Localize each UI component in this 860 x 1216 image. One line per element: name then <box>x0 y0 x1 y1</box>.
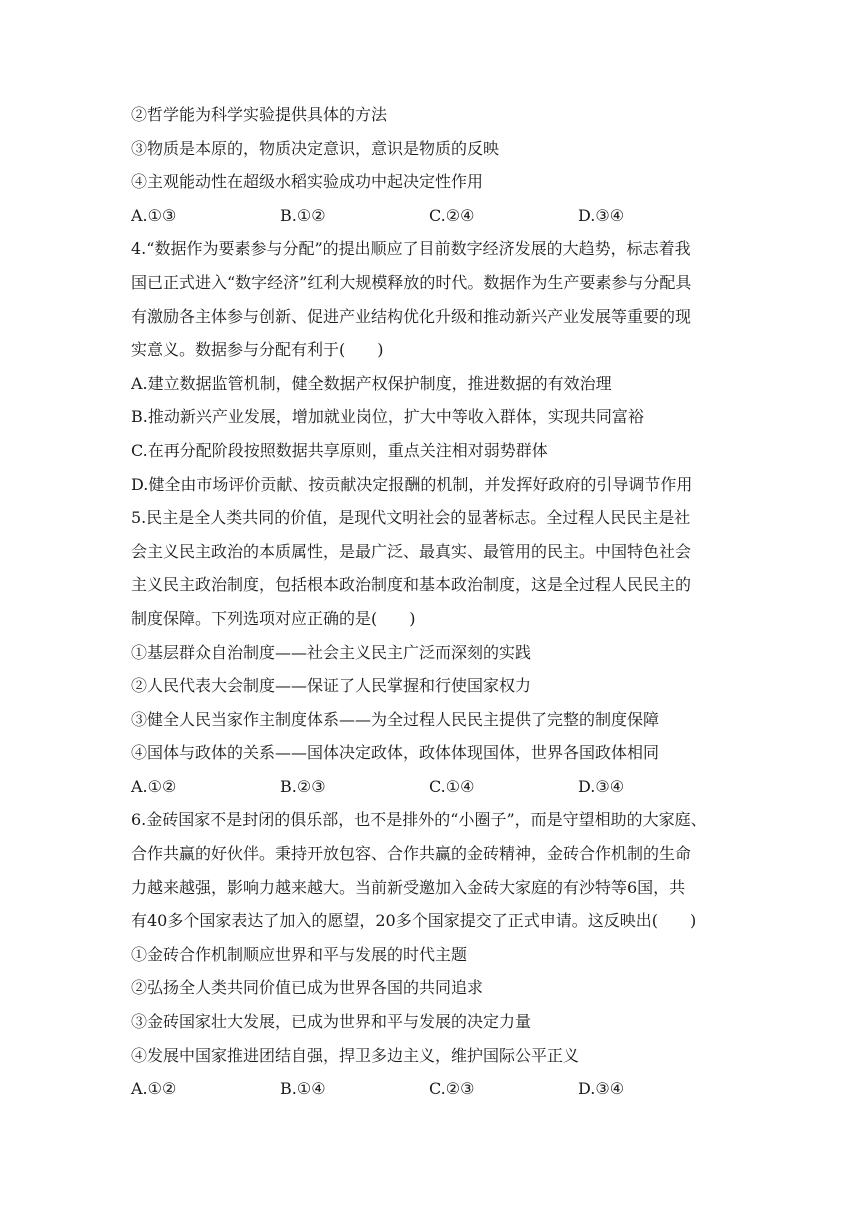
q6-option-b: B.①④ <box>280 1079 326 1099</box>
q6-item-1: ①金砖合作机制顺应世界和平与发展的时代主题 <box>131 944 468 964</box>
q4-choice-a: A.建立数据监管机制，健全数据产权保护制度，推进数据的有效治理 <box>131 373 612 393</box>
question-3 <box>131 98 735 232</box>
q3-options <box>131 199 735 233</box>
exam-page <box>131 98 735 1106</box>
q5-stem-line-4: 制度保障。下列选项对应正确的是( ) <box>131 608 416 628</box>
q5-item-2: ②人民代表大会制度——保证了人民掌握和行使国家权力 <box>131 676 532 696</box>
q3-option-c: C.②④ <box>429 205 475 225</box>
q6-item-3: ③金砖国家壮大发展，已成为世界和平与发展的决定力量 <box>131 1012 532 1032</box>
q6-stem-line-3: 力越来越强，影响力越来越大。当前新受邀加入金砖大家庭的有沙特等6国，共 <box>131 877 686 897</box>
question-5 <box>131 501 735 803</box>
q5-item-3: ③健全人民当家作主制度体系——为全过程人民民主提供了完整的制度保障 <box>131 709 660 729</box>
q6-stem-line-2: 合作共赢的好伙伴。秉持开放包容、合作共赢的金砖精神，金砖合作机制的生命 <box>131 844 692 864</box>
q6-option-d: D.③④ <box>578 1079 625 1099</box>
q5-stem-line-2: 会主义民主政治的本质属性，是最广泛、最真实、最管用的民主。中国特色社会 <box>131 541 692 561</box>
q5-option-d: D.③④ <box>578 776 625 796</box>
q3-option-a: A.①③ <box>131 205 177 225</box>
q4-stem-line-4: 实意义。数据参与分配有利于( ) <box>131 340 384 360</box>
q4-stem-line-1: 4.“数据作为要素参与分配”的提出顺应了目前数字经济发展的大趋势，标志着我 <box>131 239 691 259</box>
q6-stem-line-1: 6.金砖国家不是封闭的俱乐部，也不是排外的“小圈子”，而是守望相助的大家庭、 <box>131 810 707 830</box>
q6-item-2: ②弘扬全人类共同价值已成为世界各国的共同追求 <box>131 978 484 998</box>
q5-option-a: A.①② <box>131 776 177 796</box>
q3-item-2: ②哲学能为科学实验提供具体的方法 <box>131 105 388 124</box>
q5-stem-line-3: 主义民主政治制度，包括根本政治制度和基本政治制度，这是全过程人民民主的 <box>131 575 692 595</box>
q3-option-d: D.③④ <box>578 205 625 225</box>
q3-item-4: ④主观能动性在超级水稻实验成功中起决定性作用 <box>131 172 484 192</box>
q5-item-4: ④国体与政体的关系——国体决定政体，政体体现国体，世界各国政体相同 <box>131 743 660 763</box>
q5-item-1: ①基层群众自治制度——社会主义民主广泛而深刻的实践 <box>131 642 532 662</box>
q4-choice-b: B.推动新兴产业发展，增加就业岗位，扩大中等收入群体，实现共同富裕 <box>131 407 644 427</box>
q6-option-a: A.①② <box>131 1079 177 1099</box>
q4-choice-c: C.在再分配阶段按照数据共享原则，重点关注相对弱势群体 <box>131 440 548 460</box>
q6-option-c: C.②③ <box>429 1079 475 1099</box>
q4-stem-line-3: 有激励各主体参与创新、促进产业结构优化升级和推动新兴产业发展等重要的现 <box>131 306 692 326</box>
q3-item-3: ③物质是本原的，物质决定意识，意识是物质的反映 <box>131 138 500 158</box>
q5-option-b: B.②③ <box>280 776 326 796</box>
question-4 <box>131 232 735 501</box>
q5-stem-line-1: 5.民主是全人类共同的价值，是现代文明社会的显著标志。全过程人民民主是社 <box>131 508 691 528</box>
q4-choice-d: D.健全由市场评价贡献、按贡献决定报酬的机制，并发挥好政府的引导调节作用 <box>131 474 693 494</box>
q6-stem-line-4: 有40多个国家表达了加入的愿望，20多个国家提交了正式申请。这反映出( ) <box>131 911 697 931</box>
q5-option-c: C.①④ <box>429 776 475 796</box>
q6-options <box>131 1072 735 1106</box>
q4-stem-line-2: 国已正式进入“数字经济”红利大规模释放的时代。数据作为生产要素参与分配具 <box>131 272 692 292</box>
question-6 <box>131 803 735 1105</box>
q5-options <box>131 770 735 804</box>
q3-option-b: B.①② <box>280 205 326 225</box>
q6-item-4: ④发展中国家推进团结自强，捍卫多边主义，维护国际公平正义 <box>131 1045 580 1065</box>
